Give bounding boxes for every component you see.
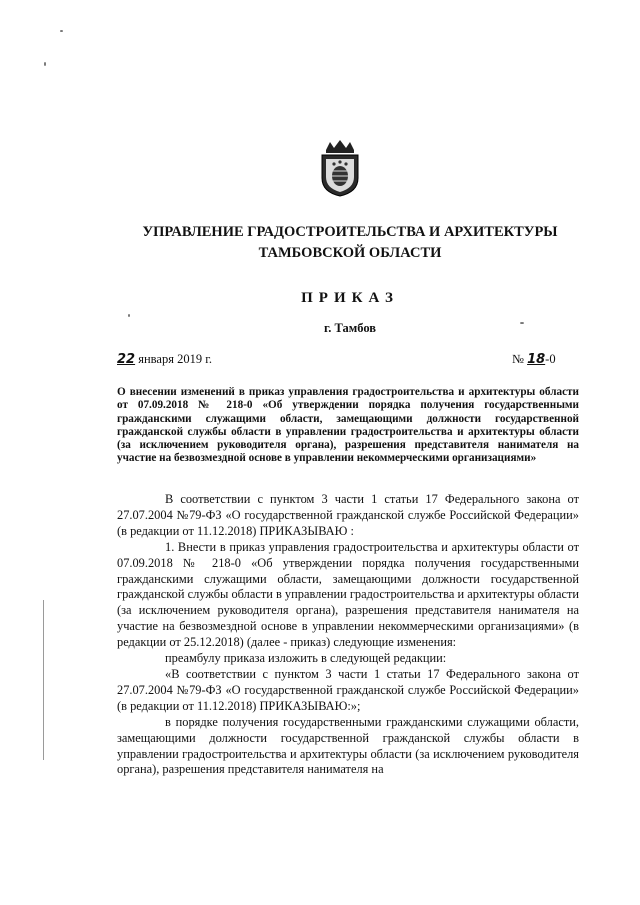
scan-speck — [44, 62, 46, 66]
organization-title-line2: ТАМБОВСКОЙ ОБЛАСТИ — [258, 245, 442, 261]
document-type: ПРИКАЗ — [301, 290, 399, 306]
tambov-coat-of-arms-icon — [318, 138, 362, 198]
organization-title — [90, 222, 610, 264]
date-month-year: января 2019 г. — [138, 352, 213, 366]
document-number — [512, 352, 556, 367]
organization-title-line1: УПРАВЛЕНИЕ ГРАДОСТРОИТЕЛЬСТВА И АРХИТЕКТУРЫ — [142, 224, 558, 240]
number-suffix: -0 — [545, 352, 556, 366]
body-paragraph: В соответствии с пунктом 3 части 1 статьи 17 Федерального закона от 27.07.2004 №79-ФЗ «О государственной гражданской службе Российской Федерации» (в редакции от 11.12.2018) ПРИКАЗЫВАЮ : — [117, 492, 579, 538]
scan-speck — [60, 30, 63, 32]
body-paragraph: в порядке получения государственными гражданскими служащими области, замещающими должности государственной гражданской службы области в управлении градостроительства и архитектуры области (за исключением руководителя органа), разрешения представителя нанимателя на — [117, 714, 579, 777]
order-subject: О внесении изменений в приказ управления градостроительства и архитектуры области от 07.09.2018 № 218-0 «Об утверждении порядка получения государственными гражданскими служащими области, замещающими должности государственной гражданской службы области в управлении градостроительства и архитектуры области (за исключением руководителя органа), разрешения представителя нанимателя на участие на безвозмездной основе в управлении некоммерческими организациями» — [117, 386, 579, 465]
number-handwritten: 18 — [527, 352, 546, 367]
city: г. Тамбов — [323, 321, 377, 335]
order-body — [117, 492, 579, 778]
number-prefix: № — [512, 352, 524, 366]
date-day-handwritten: 22 — [117, 352, 136, 367]
scan-speck — [128, 314, 130, 317]
body-paragraph: 1. Внести в приказ управления градостроительства и архитектуры области от 07.09.2018 № 218-0 «Об утверждении порядка получения государственными гражданскими служащими области, замещающими должности государственной гражданской службы области в управлении градостроительства и архитектуры области (за исключением руководителя органа), разрешения представителя нанимателя на участие на безвозмездной основе в управлении некоммерческими организациями» (в редакции от 25.12.2018) (далее - приказ) следующие изменения: — [117, 539, 579, 650]
body-paragraph: преамбулу приказа изложить в следующей редакции: — [165, 651, 447, 666]
document-date — [117, 352, 212, 367]
body-paragraph: «В соответствии с пунктом 3 части 1 статьи 17 Федерального закона от 27.07.2004 №79-ФЗ «О государственной гражданской службе Российской Федерации» (в редакции от 11.12.2018) ПРИКАЗЫВАЮ:»; — [117, 666, 579, 713]
scan-artifact-line — [43, 600, 44, 760]
